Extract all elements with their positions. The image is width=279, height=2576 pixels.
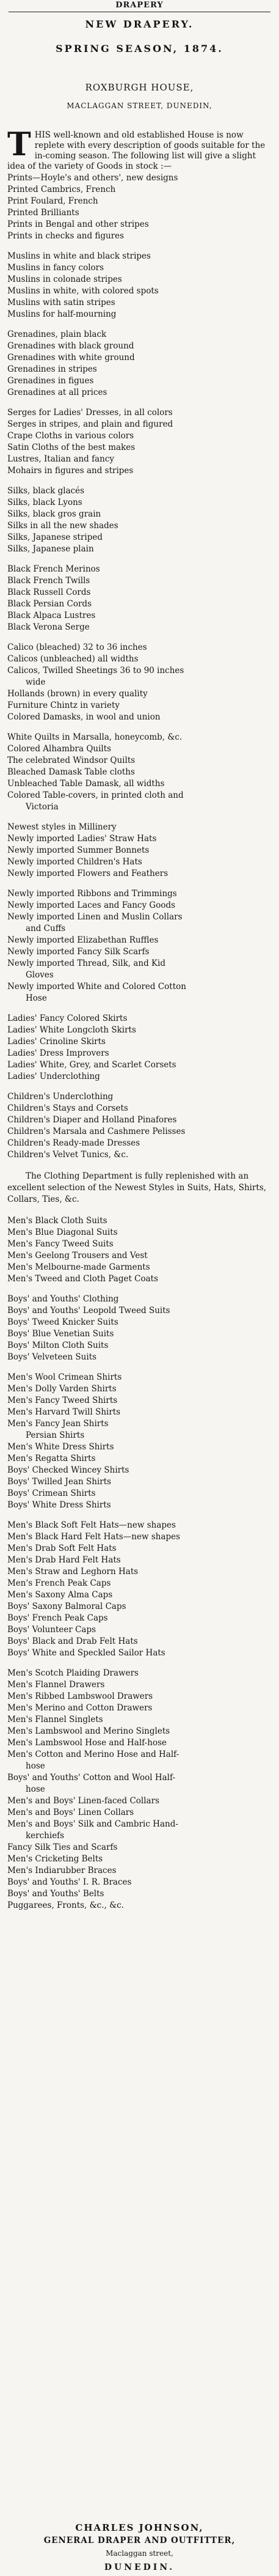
list-item: Muslins in white and black stripes — [7, 251, 151, 261]
list-item: Boys' Velveteen Suits — [7, 1352, 97, 1362]
list-item: Newly imported Linen and Muslin Collars — [7, 912, 183, 922]
list-item: Newly imported Summer Bonnets — [7, 845, 150, 855]
house-street: MACLAGGAN STREET, DUNEDIN, — [67, 101, 212, 110]
list-item: Ladies' Fancy Colored Skirts — [7, 1014, 128, 1023]
list-item: Victoria — [26, 802, 59, 812]
list-item: Men's Flannel Singlets — [7, 1715, 103, 1724]
list-item: Gloves — [26, 970, 54, 980]
list-item: Furniture Chintz in variety — [7, 701, 120, 710]
list-item: Black Russell Cords — [7, 587, 91, 597]
list-item: Men's Drab Soft Felt Hats — [7, 1544, 117, 1553]
list-item: Puggarees, Fronts, &c., &c. — [7, 1901, 124, 1910]
list-item: Grenadines with black ground — [7, 341, 134, 351]
list-item: Black French Twills — [7, 576, 90, 586]
ad-title: NEW DRAPERY. — [85, 18, 194, 30]
list-item: Printed Brilliants — [7, 208, 79, 218]
list-item: Men's Indiarubber Braces — [7, 1866, 117, 1875]
list-item: Boys' Twilled Jean Shirts — [7, 1477, 112, 1487]
list-item: Men's White Dress Shirts — [7, 1442, 114, 1452]
list-item: Children's Diaper and Holland Pinafores — [7, 1115, 177, 1125]
list-item: Men's Flannel Drawers — [7, 1680, 105, 1690]
list-item: Newly imported White and Colored Cotton — [7, 982, 186, 992]
list-item: Bleached Damask Table cloths — [7, 767, 135, 777]
list-item: Muslins in fancy colors — [7, 263, 104, 273]
list-item: Newest styles in Millinery — [7, 822, 117, 832]
list-item: Satin Cloths of the best makes — [7, 443, 136, 452]
list-item: Grenadines in figues — [7, 376, 94, 386]
drop-cap: T — [7, 126, 31, 163]
intro-text: HIS well-known and old established House is now replete with every description of goods suitable for the in-coming season. The following list will give a slight idea of the variety of Goods in stock :— — [7, 130, 266, 171]
list-item: Boys' Tweed Knicker Suits — [7, 1317, 118, 1327]
list-item: Muslins in colonade stripes — [7, 274, 122, 284]
signature-city: DUNEDIN. — [104, 2563, 175, 2572]
list-item: Colored Damasks, in wool and union — [7, 712, 161, 722]
list-item: Children's Ready-made Dresses — [7, 1138, 140, 1148]
section-heading: DRAPERY — [115, 1, 164, 10]
list-item: Black French Merinos — [7, 564, 100, 574]
list-item: Men's Straw and Leghorn Hats — [7, 1567, 139, 1577]
list-item: Men's Fancy Tweed Shirts — [7, 1396, 118, 1405]
list-item: Newly imported Ribbons and Trimmings — [7, 889, 177, 899]
list-item: Silks, black Lyons — [7, 498, 82, 507]
signature-title: GENERAL DRAPER AND OUTFITTER, — [43, 2536, 236, 2545]
list-item: Children's Underclothing — [7, 1092, 114, 1102]
list-item: Lustres, Italian and fancy — [7, 454, 115, 464]
list-item: Men's Cotton and Merino Hose and Half- — [7, 1750, 179, 1759]
list-item: Newly imported Ladies' Straw Hats — [7, 834, 157, 844]
list-item: Men's Scotch Plaiding Drawers — [7, 1668, 139, 1678]
list-item: Boys' and Youths' Belts — [7, 1889, 104, 1899]
list-item: Unbleached Table Damask, all widths — [7, 779, 165, 789]
list-item: Prints—Hoyle's and others', new designs — [7, 173, 178, 183]
list-item: Calicos (unbleached) all widths — [7, 654, 139, 664]
list-item: Colored Alhambra Quilts — [7, 744, 112, 754]
list-item: Grenadines, plain black — [7, 329, 107, 339]
list-item: Hollands (brown) in every quality — [7, 689, 148, 699]
list-item: Boys' and Youths' Clothing — [7, 1294, 119, 1304]
list-item: Newly imported Elizabethan Ruffles — [7, 935, 159, 945]
list-item: Newly imported Fancy Silk Scarfs — [7, 947, 150, 957]
list-item: Men's Regatta Shirts — [7, 1454, 96, 1463]
list-item: Boys' Milton Cloth Suits — [7, 1341, 109, 1350]
list-item: Men's Fancy Jean Shirts — [7, 1419, 109, 1429]
list-item: and Cuffs — [26, 924, 66, 933]
clothing-paragraph: The Clothing Department is fully replenished with an excellent selection of the Newest Styles in Suits, Hats, Shirts, Collars, Ties, &c. — [7, 1171, 267, 1204]
list-item: Boys' and Youths' Leopold Tweed Suits — [7, 1306, 170, 1316]
intro-paragraph — [7, 126, 274, 172]
list-item: Black Persian Cords — [7, 599, 92, 609]
list-item: Newly imported Thread, Silk, and Kid — [7, 959, 166, 968]
list-item: Silks, Japanese striped — [7, 532, 103, 542]
list-item: Calico (bleached) 32 to 36 inches — [7, 642, 147, 652]
list-item: Boys' Saxony Balmoral Caps — [7, 1602, 126, 1611]
list-item: Men's Fancy Tweed Suits — [7, 1239, 114, 1249]
ad-subtitle: SPRING SEASON, 1874. — [56, 43, 223, 54]
list-item: Newly imported Laces and Fancy Goods — [7, 900, 176, 910]
list-item: Men's Tweed and Cloth Paget Coats — [7, 1274, 159, 1284]
list-item: hose — [26, 1784, 45, 1794]
list-item: Men's Wool Crimean Shirts — [7, 1372, 122, 1382]
list-item: Black Alpaca Lustres — [7, 611, 96, 620]
list-item: Muslins in white, with colored spots — [7, 286, 159, 296]
list-item: Newly imported Children's Hats — [7, 857, 142, 867]
list-item: White Quilts in Marsalla, honeycomb, &c. — [7, 732, 183, 742]
signature-name: CHARLES JOHNSON, — [75, 2522, 204, 2533]
list-item: Hose — [26, 993, 47, 1003]
list-item: Colored Table-covers, in printed cloth and — [7, 790, 184, 800]
list-item: The celebrated Windsor Quilts — [7, 756, 136, 765]
list-item: Children's Velvet Tunics, &c. — [7, 1150, 129, 1160]
list-item: Silks in all the new shades — [7, 521, 118, 531]
list-item: Silks, Japanese plain — [7, 544, 94, 554]
list-item: Men's Saxony Alma Caps — [7, 1590, 113, 1600]
list-item: wide — [26, 677, 46, 687]
list-item: Newly imported Flowers and Feathers — [7, 869, 168, 878]
list-item: Men's Blue Diagonal Suits — [7, 1227, 118, 1237]
list-item: Ladies' Underclothing — [7, 1072, 100, 1081]
list-item: Boys' Crimean Shirts — [7, 1489, 96, 1498]
list-item: Men's Melbourne-made Garments — [7, 1262, 150, 1272]
list-item: Grenadines at all prices — [7, 388, 107, 397]
list-item: Crape Cloths in various colors — [7, 431, 134, 441]
list-item: Men's Black Cloth Suits — [7, 1216, 107, 1226]
list-item: Boys' Blue Venetian Suits — [7, 1329, 114, 1339]
list-item: kerchiefs — [26, 1831, 65, 1841]
list-item: Boys' Black and Drab Felt Hats — [7, 1636, 138, 1646]
list-item: Ladies' Crinoline Skirts — [7, 1037, 106, 1047]
list-item: Men's French Peak Caps — [7, 1578, 111, 1588]
list-item: Men's Dolly Varden Shirts — [7, 1384, 117, 1394]
list-item: Men's Lambswool and Merino Singlets — [7, 1726, 170, 1736]
list-item: hose — [26, 1761, 45, 1771]
list-item: Boys' French Peak Caps — [7, 1613, 108, 1623]
list-item: Men's Drab Hard Felt Hats — [7, 1555, 121, 1565]
signature-street: Maclaggan street, — [106, 2549, 173, 2558]
list-item: Silks, black gros grain — [7, 509, 101, 519]
list-item: Men's Black Hard Felt Hats—new shapes — [7, 1532, 181, 1542]
list-item: Boys' White Dress Shirts — [7, 1500, 111, 1510]
list-item: Serges in stripes, and plain and figured — [7, 419, 173, 429]
list-item: Grenadines with white ground — [7, 353, 135, 362]
list-item: Fancy Silk Ties and Scarfs — [7, 1842, 118, 1852]
list-item: Men's Ribbed Lambswool Drawers — [7, 1691, 153, 1701]
list-item: Print Foulard, French — [7, 196, 98, 206]
list-item: Muslins for half-mourning — [7, 309, 117, 319]
list-item: Men's Black Soft Felt Hats—new shapes — [7, 1520, 176, 1530]
list-item: Men's Merino and Cotton Drawers — [7, 1703, 153, 1713]
goods-list-clothing — [7, 1215, 276, 1912]
list-item: Men's Lambswool Hose and Half-hose — [7, 1738, 167, 1748]
house-name: ROXBURGH HOUSE, — [85, 82, 194, 93]
list-item: Black Verona Serge — [7, 622, 90, 632]
list-item: Men's Cricketing Belts — [7, 1854, 103, 1864]
list-item: Men's and Boys' Linen-faced Collars — [7, 1796, 159, 1806]
list-item: Prints in Bengal and other stripes — [7, 219, 149, 229]
list-item: Boys' and Youths' Cotton and Wool Half- — [7, 1773, 176, 1783]
list-item: Grenadines in stripes — [7, 364, 97, 374]
list-item: Men's and Boys' Silk and Cambric Hand- — [7, 1819, 178, 1829]
list-item: Silks, black glacés — [7, 486, 85, 496]
list-item: Boys' and Youths' I. R. Braces — [7, 1877, 132, 1887]
list-item: Men's Harvard Twill Shirts — [7, 1407, 121, 1417]
list-item: Prints in checks and figures — [7, 231, 125, 241]
list-item: Serges for Ladies' Dresses, in all colors — [7, 408, 173, 418]
goods-list-drapery — [7, 172, 276, 1161]
list-item: Calicos, Twilled Sheetings 36 to 90 inches — [7, 666, 184, 675]
list-item: Muslins with satin stripes — [7, 298, 115, 307]
list-item: Boys' Checked Wincey Shirts — [7, 1465, 129, 1475]
list-item: Children's Stays and Corsets — [7, 1103, 128, 1113]
list-item: Printed Cambrics, French — [7, 185, 116, 194]
list-item: Boys' White and Speckled Sailor Hats — [7, 1648, 165, 1658]
list-item: Ladies' Dress Improvers — [7, 1048, 109, 1058]
list-item: Boys' Volunteer Caps — [7, 1625, 96, 1635]
list-item: Ladies' White Longcloth Skirts — [7, 1025, 136, 1035]
list-item: Ladies' White, Grey, and Scarlet Corsets — [7, 1060, 176, 1070]
list-item: Men's and Boys' Linen Collars — [7, 1808, 134, 1817]
list-item: Children's Marsala and Cashmere Pelisses — [7, 1127, 186, 1136]
list-item: Men's Geelong Trousers and Vest — [7, 1251, 148, 1260]
list-item: Mohairs in figures and stripes — [7, 466, 134, 476]
list-item: Persian Shirts — [26, 1430, 85, 1440]
